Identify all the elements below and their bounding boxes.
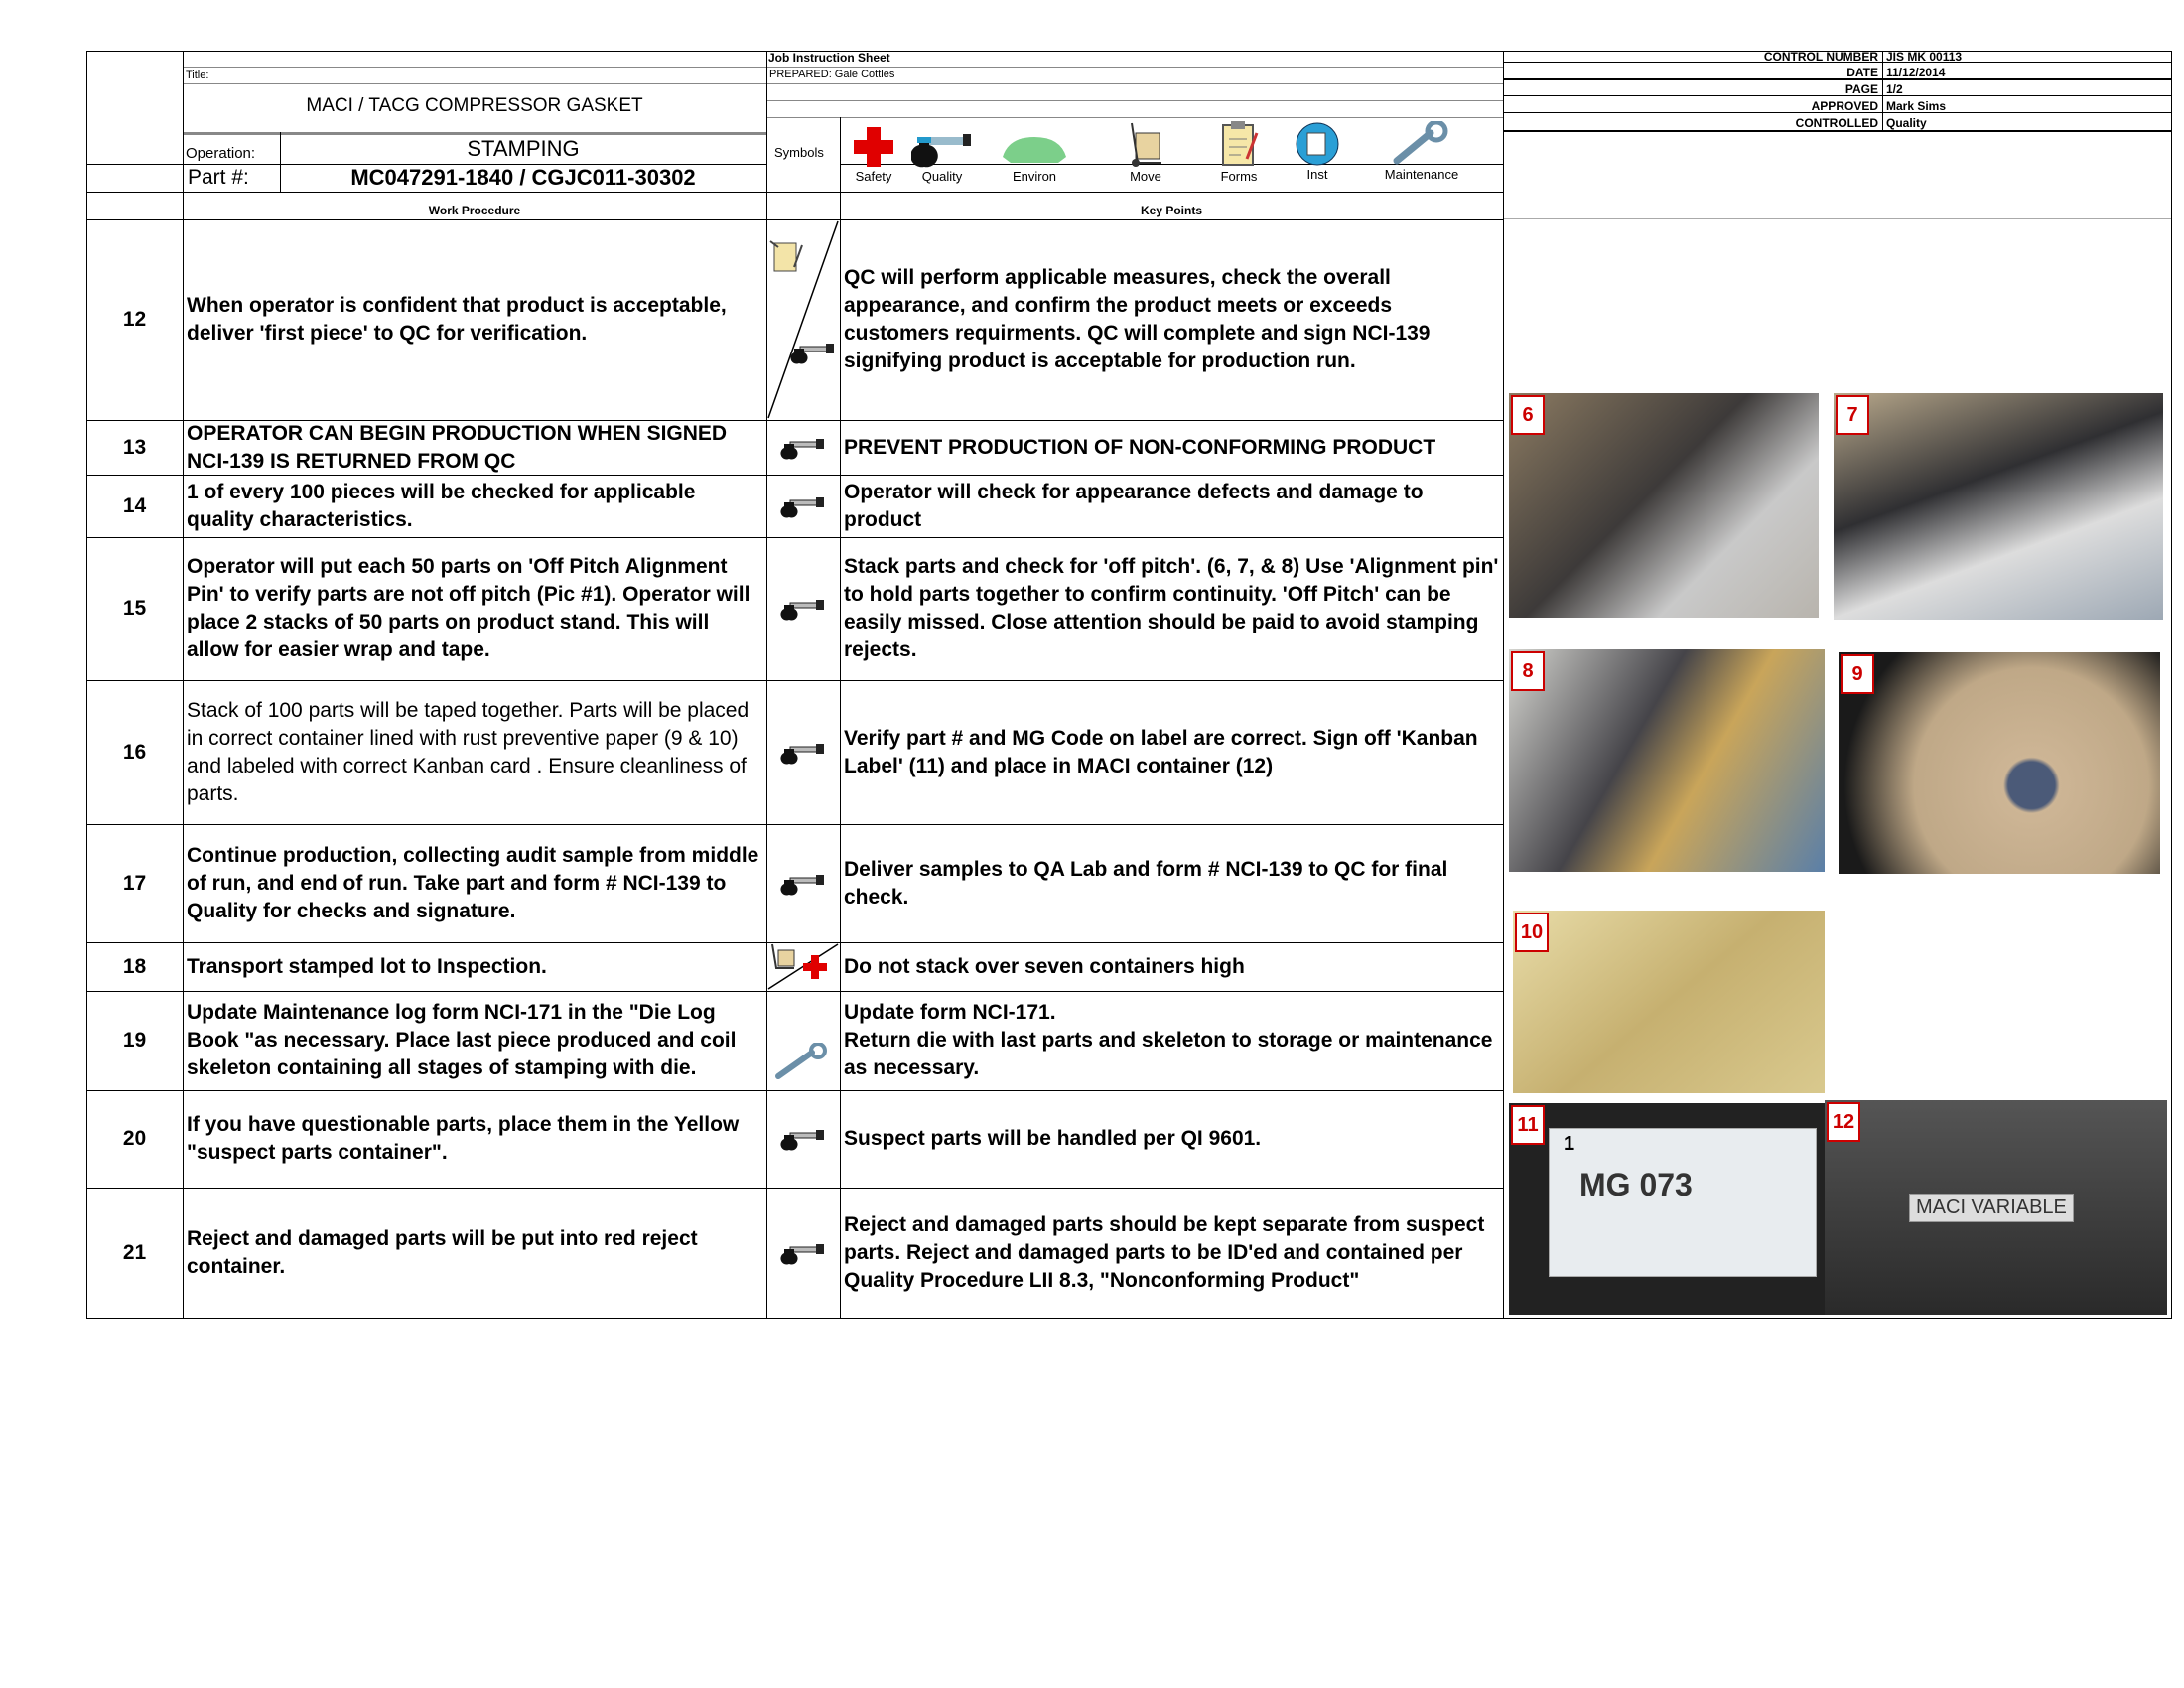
date-label: DATE — [1846, 66, 1878, 79]
control-number-value: JIS MK 00113 — [1886, 50, 1963, 64]
step-key-point-text: Do not stack over seven containers high — [844, 954, 1245, 978]
caliper-icon — [780, 741, 826, 765]
kanban-label: 1 MG 073 — [1549, 1128, 1817, 1277]
step-key-point — [840, 420, 1503, 475]
step-procedure-text: When operator is confident that product is acceptable, deliver 'first piece' to QC for verification. — [187, 294, 727, 345]
legend-environ: Environ — [985, 117, 1084, 192]
legend-safety: Safety — [846, 117, 901, 192]
clipboard-icon — [1217, 119, 1261, 169]
step-number-text: 15 — [122, 597, 147, 620]
operation-label: Operation: — [186, 145, 256, 162]
step-symbol — [766, 942, 840, 991]
title-label: Title: — [186, 70, 209, 81]
prepared-by: PREPARED: Gale Cottles — [769, 69, 895, 80]
step-procedure — [183, 942, 766, 991]
sheet-title: Job Instruction Sheet — [768, 51, 890, 65]
photo-7: 7 — [1834, 393, 2163, 620]
hand-truck-icon — [768, 942, 804, 972]
step-symbol — [766, 1188, 840, 1318]
step-number-text: 20 — [122, 1127, 147, 1150]
step-procedure-text: Stack of 100 parts will be taped together. Parts will be placed in correct container lined with rust preventive paper (9 & 10) and labeled with correct Kanban card . Ensure cleanliness of parts. — [187, 698, 750, 805]
step-number-text: 16 — [122, 740, 147, 764]
step-key-point — [840, 680, 1503, 824]
step-procedure — [183, 420, 766, 475]
step-key-point-text: Deliver samples to QA Lab and form # NCI-139 to QC for final check. — [844, 857, 1448, 909]
wrench-icon — [1391, 121, 1452, 167]
step-number — [86, 1188, 183, 1318]
photo-8: 8 — [1509, 649, 1825, 872]
step-symbol — [766, 680, 840, 824]
step-key-point — [840, 219, 1503, 420]
document-title: MACI / TACG COMPRESSOR GASKET — [306, 95, 643, 116]
caliper-icon — [911, 125, 973, 169]
photo-11: 1 MG 073 11 — [1509, 1103, 1825, 1315]
caliper-icon — [780, 597, 826, 621]
legend-quality: Quality — [907, 117, 977, 192]
step-procedure-text: Continue production, collecting audit sample from middle of run, and end of run. Take part and form # NCI-139 to Quality for checks and signature. — [187, 843, 759, 922]
step-key-point — [840, 537, 1503, 680]
part-label: Part #: — [188, 166, 249, 189]
step-procedure — [183, 219, 766, 420]
step-symbol — [766, 991, 840, 1090]
step-key-point — [840, 1188, 1503, 1318]
part-number: MC047291-1840 / CGJC011-30302 — [350, 165, 696, 190]
step-key-point-text: Stack parts and check for 'off pitch'. (6, 7, & 8) Use 'Alignment pin' to hold parts together to confirm continuity. 'Off Pitch' can be easily missed. Close attention should be paid to avoid stamping rejects. — [844, 555, 1499, 661]
page-label: PAGE — [1844, 82, 1878, 96]
step-number-text: 14 — [122, 493, 147, 517]
symbols-label: Symbols — [774, 145, 824, 160]
date-value: 11/12/2014 — [1886, 66, 1946, 79]
step-key-point — [840, 824, 1503, 942]
step-key-point — [840, 475, 1503, 537]
step-symbol — [766, 824, 840, 942]
legend-inst: Inst — [1283, 111, 1352, 192]
step-number — [86, 1090, 183, 1188]
red-cross-icon — [802, 954, 828, 980]
step-key-point-text: PREVENT PRODUCTION OF NON-CONFORMING PRODUCT — [844, 435, 1436, 459]
step-number — [86, 537, 183, 680]
hand-truck-icon — [1124, 119, 1167, 169]
red-cross-icon — [852, 125, 895, 169]
key-points-header: Key Points — [1140, 204, 1202, 217]
step-number — [86, 219, 183, 420]
step-procedure-text: Update Maintenance log form NCI-171 in the "Die Log Book "as necessary. Place last piece produced and coil skeleton containing all stages of stamping with die. — [187, 1001, 737, 1079]
approved-value: Mark Sims — [1886, 99, 1947, 113]
legend-maintenance: Maintenance — [1362, 111, 1481, 192]
symbol-legend — [846, 117, 1501, 192]
step-key-point — [840, 991, 1503, 1090]
caliper-icon — [780, 436, 826, 460]
step-number-text: 19 — [122, 1029, 147, 1052]
clipboard-icon — [768, 237, 804, 277]
step-procedure-text: Reject and damaged parts will be put into red reject container. — [187, 1226, 698, 1278]
leaf-car-icon — [999, 125, 1070, 169]
caliper-icon — [780, 872, 826, 896]
step-number-text: 13 — [122, 435, 147, 459]
legend-forms: Forms — [1199, 111, 1279, 192]
step-number-text: 12 — [122, 308, 147, 331]
step-symbol — [766, 537, 840, 680]
step-procedure — [183, 537, 766, 680]
controlled-label: CONTROLLED — [1795, 116, 1878, 130]
step-key-point — [840, 1090, 1503, 1188]
step-key-point-text: Suspect parts will be handled per QI 9601. — [844, 1127, 1262, 1150]
step-procedure — [183, 824, 766, 942]
step-key-point-text: Reject and damaged parts should be kept separate from suspect parts. Reject and damaged parts to be ID'ed and contained per Quality Procedure LII 8.3, "Nonconforming Product" — [844, 1212, 1485, 1292]
caliper-icon — [790, 341, 836, 364]
photo-10: 10 — [1513, 911, 1825, 1093]
step-number-text: 21 — [122, 1240, 147, 1264]
photo-9: 9 — [1839, 652, 2160, 874]
step-symbol — [766, 475, 840, 537]
wrench-icon — [772, 1043, 832, 1082]
step-key-point-text: QC will perform applicable measures, check the overall appearance, and confirm the product meets or exceeds customers requirments. QC will complete and sign NCI-139 signifying product is acceptable for production run. — [844, 266, 1431, 372]
document-disc-icon — [1295, 121, 1340, 167]
page-value: 1/2 — [1886, 82, 1903, 96]
step-number-text: 18 — [122, 954, 147, 978]
step-symbol — [766, 219, 840, 420]
step-number — [86, 475, 183, 537]
step-number — [86, 680, 183, 824]
photo-6: 6 — [1509, 393, 1819, 618]
step-symbol — [766, 1090, 840, 1188]
caliper-icon — [780, 1127, 826, 1151]
caliper-icon — [780, 1241, 826, 1265]
step-procedure-text: If you have questionable parts, place them in the Yellow "suspect parts container". — [187, 1113, 740, 1164]
step-symbol — [766, 420, 840, 475]
step-number — [86, 420, 183, 475]
legend-move: Move — [1106, 111, 1185, 192]
step-procedure — [183, 991, 766, 1090]
step-number-text: 17 — [122, 871, 147, 895]
operation-value: STAMPING — [467, 136, 580, 161]
step-procedure — [183, 1090, 766, 1188]
photo-12: MACI VARIABLE 12 — [1825, 1100, 2167, 1315]
caliper-icon — [780, 494, 826, 518]
step-procedure-text: Transport stamped lot to Inspection. — [187, 954, 547, 978]
step-number — [86, 942, 183, 991]
step-procedure — [183, 475, 766, 537]
work-procedure-header: Work Procedure — [428, 204, 521, 217]
step-key-point — [840, 942, 1503, 991]
step-procedure — [183, 680, 766, 824]
approved-label: APPROVED — [1811, 99, 1878, 113]
step-procedure-text: OPERATOR CAN BEGIN PRODUCTION WHEN SIGNED NCI-139 IS RETURNED FROM QC — [187, 421, 728, 473]
step-key-point-text: Update form NCI-171. Return die with last parts and skeleton to storage or maintenance as necessary. — [844, 1001, 1493, 1079]
step-procedure-text: 1 of every 100 pieces will be checked for applicable quality characteristics. — [187, 480, 696, 531]
step-number — [86, 824, 183, 942]
step-key-point-text: Operator will check for appearance defects and damage to product — [844, 480, 1424, 531]
step-procedure — [183, 1188, 766, 1318]
step-procedure-text: Operator will put each 50 parts on 'Off Pitch Alignment Pin' to verify parts are not off pitch (Pic #1). Operator will place 2 stacks of 50 parts on product stand. This will allow for easier wrap and tape. — [187, 555, 751, 661]
step-key-point-text: Verify part # and MG Code on label are correct. Sign off 'Kanban Label' (11) and place in MACI container (12) — [844, 726, 1478, 777]
step-number — [86, 991, 183, 1090]
controlled-value: Quality — [1886, 116, 1927, 130]
control-number-label: CONTROL NUMBER — [1763, 50, 1878, 64]
